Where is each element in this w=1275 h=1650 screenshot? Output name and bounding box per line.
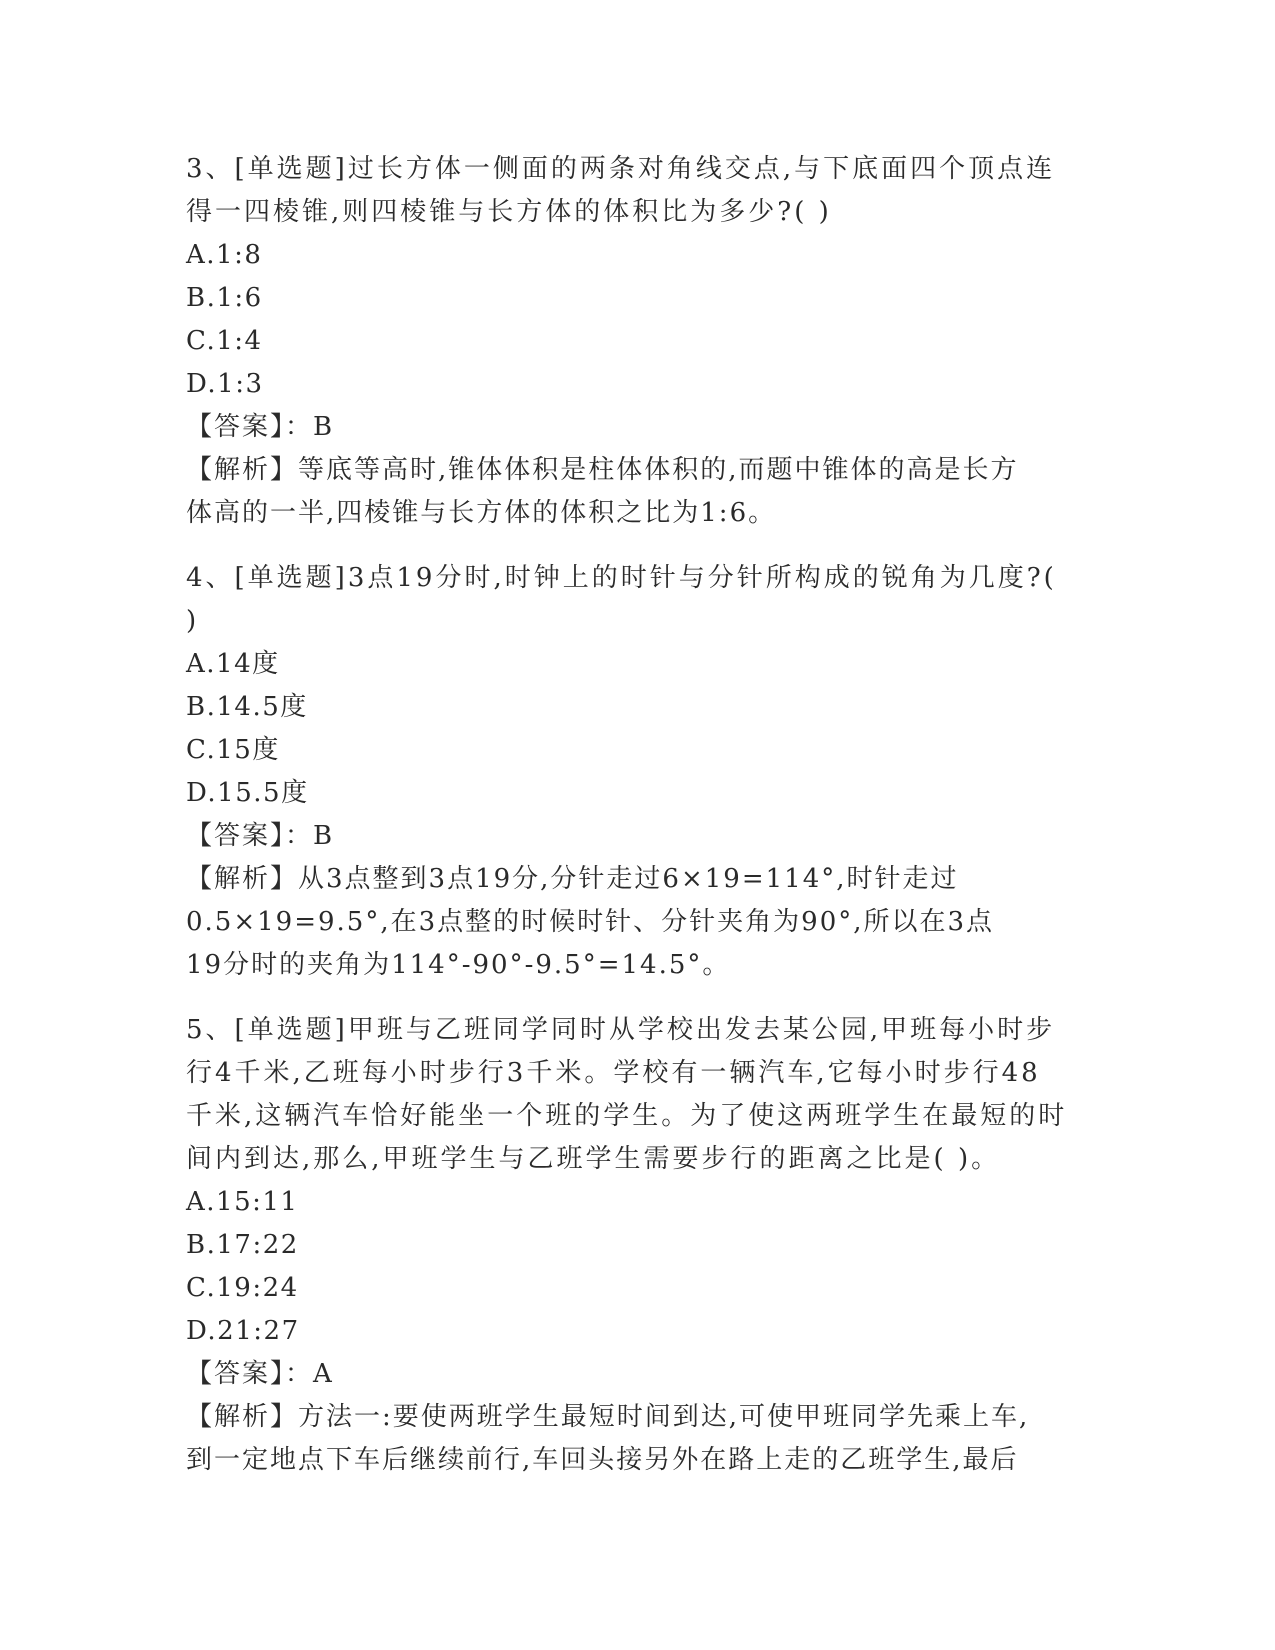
option-b: B.14.5度 <box>186 692 308 722</box>
option-a: A.1:8 <box>186 240 263 270</box>
question-3 <box>186 148 1086 535</box>
answer-line: 【答案】：B <box>186 412 335 442</box>
analysis-line: 体高的一半,四棱锥与长方体的体积之比为1:6。 <box>186 498 777 528</box>
document-page <box>186 148 1086 1504</box>
question-stem-line: 千米,这辆汽车恰好能坐一个班的学生。为了使这两班学生在最短的时 <box>186 1101 1068 1131</box>
question-stem-line: 3、[单选题]过长方体一侧面的两条对角线交点,与下底面四个顶点连 <box>186 154 1056 184</box>
answer-line: 【答案】：B <box>186 821 335 851</box>
question-stem-line: 行4千米,乙班每小时步行3千米。学校有一辆汽车,它每小时步行48 <box>186 1058 1041 1088</box>
option-c: C.19:24 <box>186 1273 299 1303</box>
option-d: D.15.5度 <box>186 778 309 808</box>
analysis-line: 【解析】方法一:要使两班学生最短时间到达,可使甲班同学先乘上车, <box>186 1402 1030 1432</box>
question-stem-line: 间内到达,那么,甲班学生与乙班学生需要步行的距离之比是( )。 <box>186 1144 1001 1174</box>
analysis-line: 【解析】从3点整到3点19分,分针走过6×19=114°,时针走过 <box>186 864 959 894</box>
option-a: A.15:11 <box>186 1187 299 1217</box>
question-stem-line: 得一四棱锥,则四棱锥与长方体的体积比为多少?( ) <box>186 197 832 227</box>
answer-line: 【答案】：A <box>186 1359 334 1389</box>
option-b: B.17:22 <box>186 1230 299 1260</box>
analysis-line: 到一定地点下车后继续前行,车回头接另外在路上走的乙班学生,最后 <box>186 1445 1019 1475</box>
option-d: D.21:27 <box>186 1316 300 1346</box>
question-5 <box>186 1009 1086 1482</box>
option-c: C.1:4 <box>186 326 263 356</box>
analysis-line: 0.5×19=9.5°,在3点整的时候时针、分针夹角为90°,所以在3点 <box>186 907 995 937</box>
question-stem-line: ) <box>186 606 200 636</box>
question-4 <box>186 557 1086 987</box>
option-b: B.1:6 <box>186 283 263 313</box>
question-stem-line: 4、[单选题]3点19分时,时钟上的时针与分针所构成的锐角为几度?( <box>186 563 1057 593</box>
analysis-line: 【解析】等底等高时,锥体体积是柱体体积的,而题中锥体的高是长方 <box>186 455 1019 485</box>
option-c: C.15度 <box>186 735 280 765</box>
analysis-line: 19分时的夹角为114°-90°-9.5°=14.5°。 <box>186 950 731 980</box>
question-stem-line: 5、[单选题]甲班与乙班同学同时从学校出发去某公园,甲班每小时步 <box>186 1015 1056 1045</box>
option-a: A.14度 <box>186 649 280 679</box>
option-d: D.1:3 <box>186 369 264 399</box>
